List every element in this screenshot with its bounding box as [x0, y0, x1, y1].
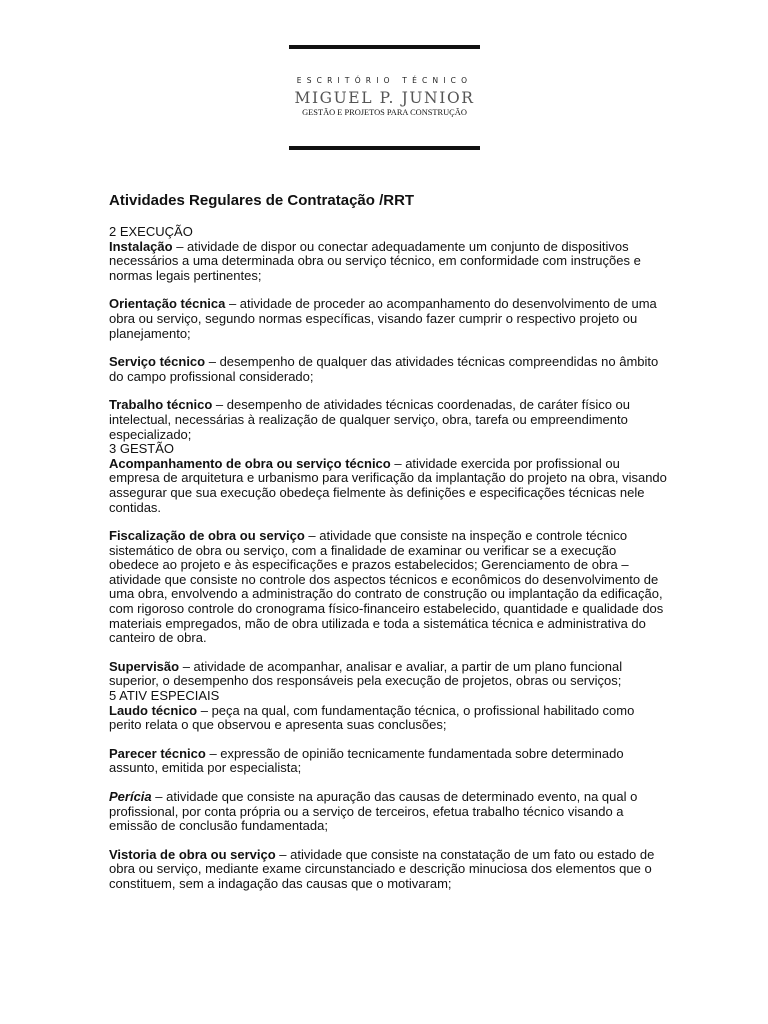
- definition-text: – expressão de opinião tecnicamente fundamentada sobre determinado assunto, emitida por especialista;: [109, 745, 624, 776]
- definition-term: Orientação técnica: [109, 296, 226, 312]
- section-heading: 2 EXECUÇÃO: [109, 224, 193, 239]
- definition-entry: [109, 297, 669, 341]
- letterhead-office-label: ESCRITÓRIO TÉCNICO: [296, 76, 473, 85]
- definition-entry: [109, 355, 669, 384]
- definition-text: – peça na qual, com fundamentação técnica, o profissional habilitado como perito relata o que observou e apresenta suas conclusões;: [109, 702, 635, 733]
- definition-entry: [109, 398, 669, 442]
- letterhead-top-rule: [289, 45, 480, 49]
- definition-term: Fiscalização de obra ou serviço: [109, 528, 305, 544]
- definition-entry: [109, 457, 669, 515]
- definition-entry: [109, 240, 669, 284]
- definition-entry: [109, 747, 669, 776]
- section-execucao: [109, 225, 669, 442]
- definition-text: – atividade exercida por profissional ou empresa de arquitetura e urbanismo para verificação da implantação do projeto na obra, visando assegurar que sua execução obedeça fielmente às definições e especificações técnicas nele contidas.: [109, 455, 667, 515]
- section-heading: 3 GESTÃO: [109, 441, 175, 457]
- letterhead: [289, 44, 480, 152]
- definition-term: Vistoria de obra ou serviço: [109, 846, 276, 862]
- definition-entry: [109, 660, 669, 689]
- definition-text: – atividade que consiste na apuração das causas de determinado evento, na qual o profissional, por conta própria ou a serviço de terceiros, efetua trabalho técnico visando a emissão de conclusão fundamentada;: [109, 789, 638, 834]
- definition-term: Perícia: [109, 789, 152, 804]
- definition-text: – atividade de proceder ao acompanhamento do desenvolvimento de uma obra ou serviço, segundo normas específicas, visando fazer cumprir o respectivo projeto ou planejamento;: [109, 296, 657, 341]
- definition-text: – atividade que consiste na inspeção e controle técnico sistemático de obra ou serviço, com a finalidade de examinar ou verificar se a execução obedece ao projeto e às especificações e prazos estabelecidos; Gerenciamento de obra – atividade que consiste no controle dos aspectos técnicos e econômicos do desenvolvimento de uma obra, envolvendo a administração do contrato de construção ou implantação da edificação, com rigoroso controle do cronograma físico-financeiro estabelecido, quantidade e qualidade dos materiais empregados, mão de obra utilizada e toda a sistemática técnica e administrativa do canteiro de obra.: [109, 528, 664, 646]
- definition-text: – atividade de dispor ou conectar adequadamente um conjunto de dispositivos necessários a uma determinada obra ou serviço técnico, em conformidade com instruções e normas legais pertinentes;: [109, 238, 641, 283]
- letterhead-bottom-rule: [289, 146, 480, 150]
- definition-term: Parecer técnico: [109, 745, 206, 761]
- definition-text: – desempenho de qualquer das atividades técnicas compreendidas no âmbito do campo profissional considerado;: [109, 354, 659, 384]
- document-body: [109, 192, 669, 892]
- definition-text: – atividade que consiste na constatação de um fato ou estado de obra ou serviço, mediante exame circunstanciado e descrição minuciosa dos elementos que o constituem, sem a indagação das causas que o motivaram;: [109, 846, 655, 891]
- definition-entry: [109, 704, 669, 733]
- definition-entry: [109, 529, 669, 646]
- definition-term: Instalação: [109, 238, 173, 254]
- section-gestao: [109, 442, 669, 689]
- section-ativ-especiais: [109, 689, 669, 892]
- letterhead-name: MIGUEL P. JUNIOR: [294, 89, 475, 107]
- definition-text: – desempenho de atividades técnicas coordenadas, de caráter físico ou intelectual, necessárias à realização de qualquer serviço, obra, tarefa ou empreendimento especializado;: [109, 397, 631, 442]
- definition-term: Trabalho técnico: [109, 397, 213, 413]
- definition-entry: [109, 790, 669, 834]
- definition-term: Supervisão: [109, 658, 180, 674]
- definition-text: – atividade de acompanhar, analisar e avaliar, a partir de um plano funcional superior, o desempenho dos responsáveis pela execução de projetos, obras ou serviços;: [109, 658, 623, 689]
- definition-entry: [109, 848, 669, 892]
- document-title: Atividades Regulares de Contratação /RRT: [109, 192, 415, 209]
- letterhead-tagline: GESTÃO E PROJETOS PARA CONSTRUÇÃO: [302, 108, 467, 117]
- section-heading: 5 ATIV ESPECIAIS: [109, 688, 220, 704]
- definition-term: Laudo técnico: [109, 702, 198, 718]
- definition-term: Acompanhamento de obra ou serviço técnico: [109, 455, 391, 471]
- definition-term: Serviço técnico: [109, 354, 206, 370]
